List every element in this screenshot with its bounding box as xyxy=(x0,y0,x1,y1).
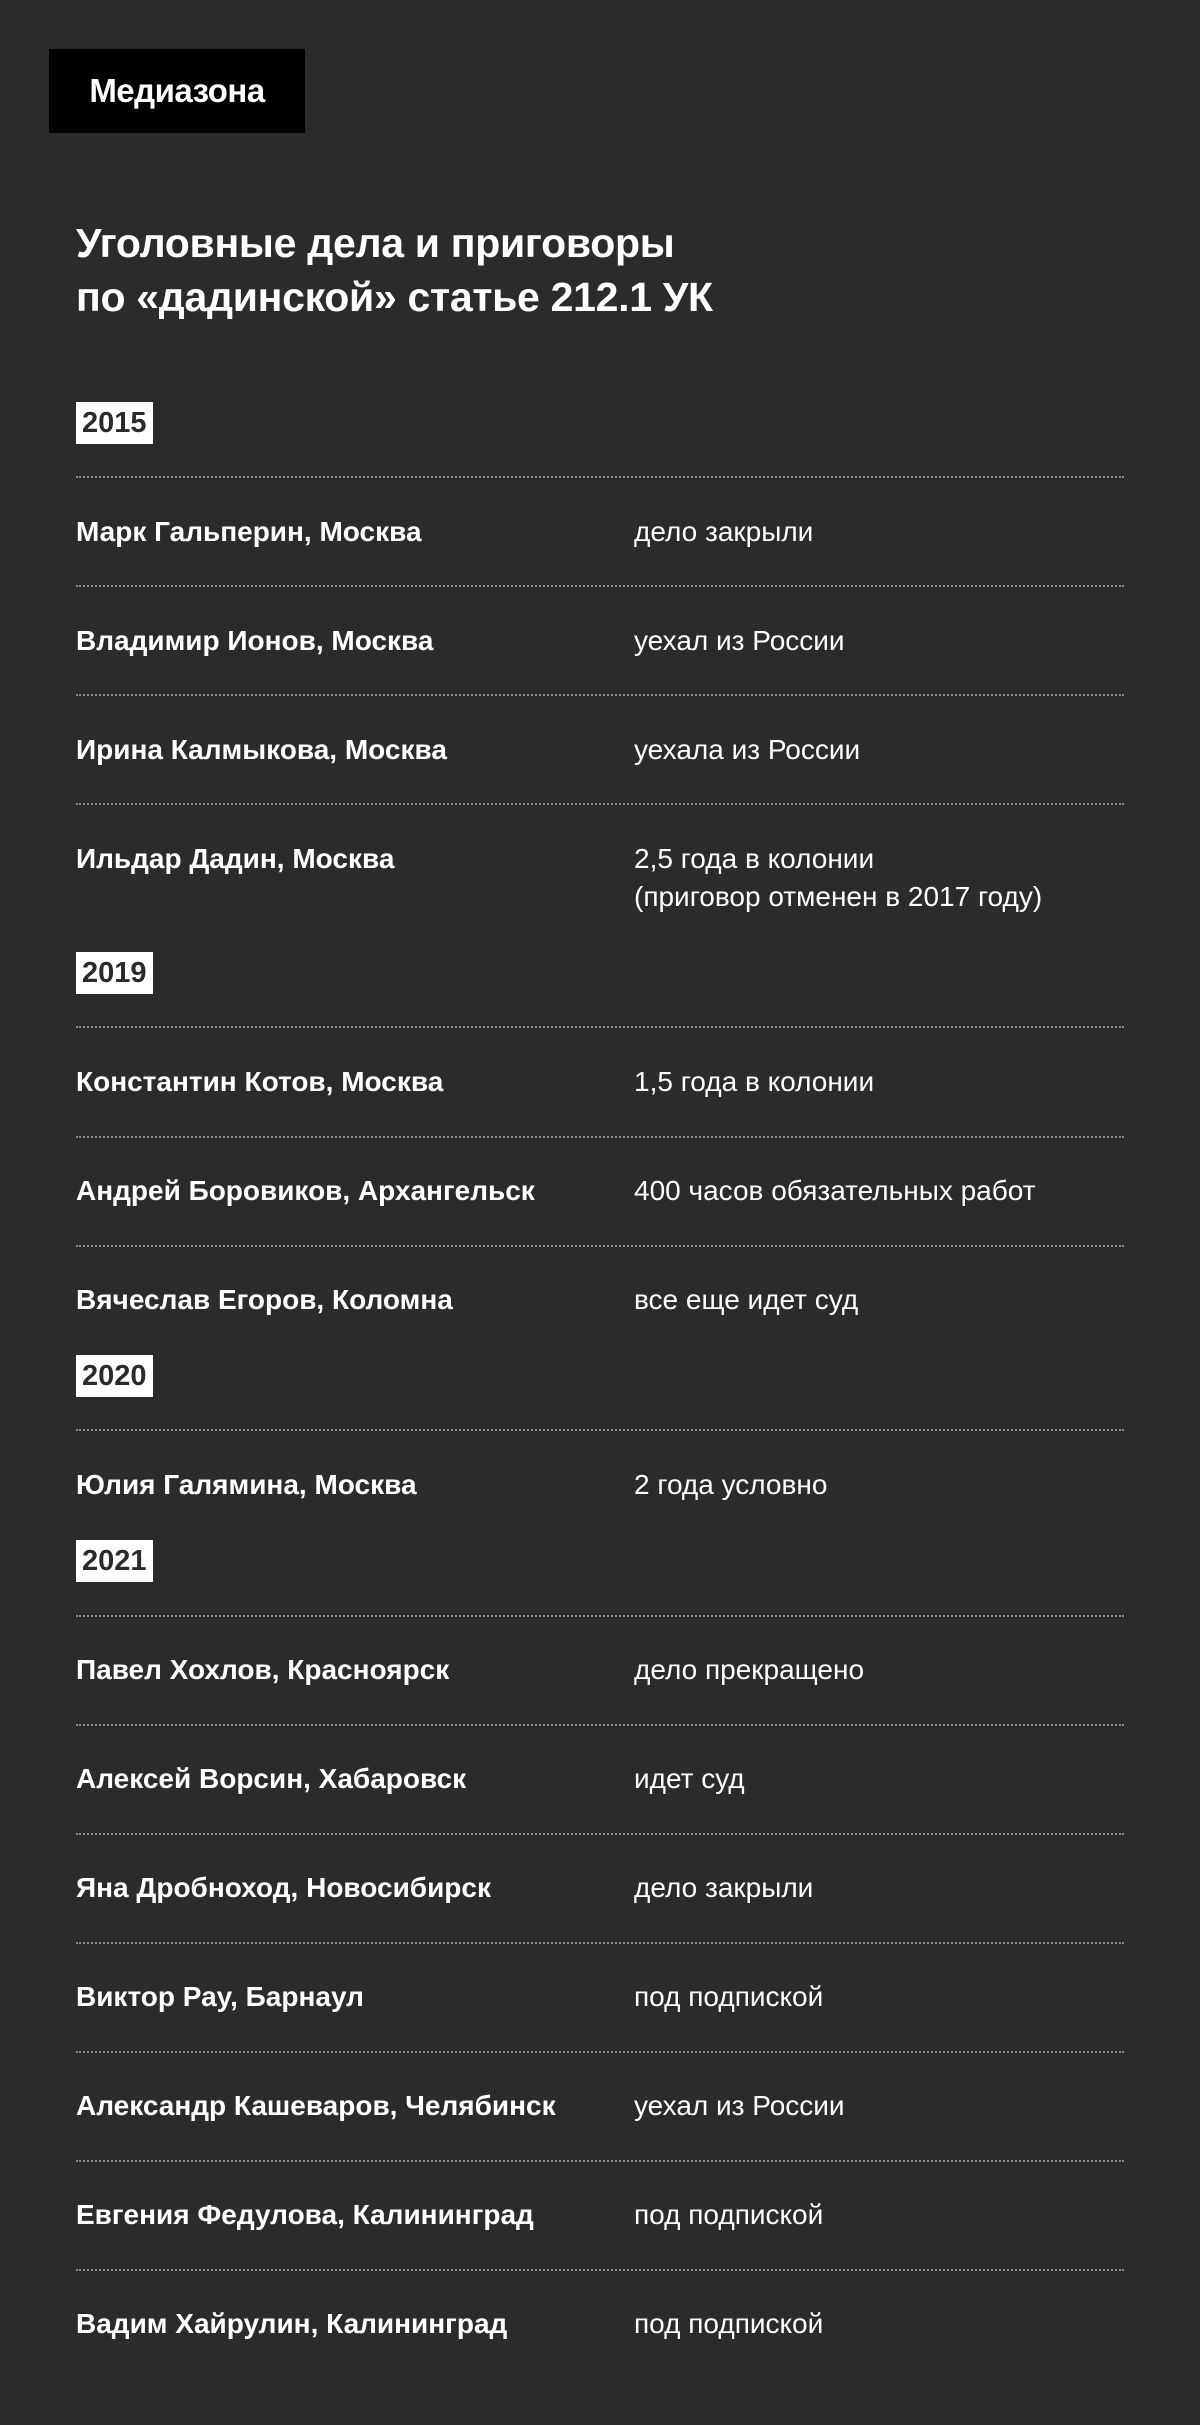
row-divider xyxy=(76,1136,1124,1138)
year-badge-2015: 2015 xyxy=(76,402,153,444)
row-status: уехал из России xyxy=(634,2090,845,2121)
row-name: Андрей Боровиков, Архангельск xyxy=(76,1175,535,1206)
row-name: Ильдар Дадин, Москва xyxy=(76,843,395,874)
row-status: 2 года условно xyxy=(634,1469,828,1500)
row-divider xyxy=(76,1724,1124,1726)
row-name: Владимир Ионов, Москва xyxy=(76,625,434,656)
year-badge-2019: 2019 xyxy=(76,952,153,994)
row-name: Яна Дробноход, Новосибирск xyxy=(76,1872,491,1903)
row-status: под подпиской xyxy=(634,2308,824,2339)
row-name: Виктор Рау, Барнаул xyxy=(76,1981,364,2012)
mediazona-logo[interactable]: Медиазона xyxy=(49,49,305,133)
row-name: Вячеслав Егоров, Коломна xyxy=(76,1284,453,1315)
row-status: под подпиской xyxy=(634,2199,824,2230)
year-badge-2020: 2020 xyxy=(76,1355,153,1397)
row-status: под подпиской xyxy=(634,1981,824,2012)
row-divider xyxy=(76,1615,1124,1617)
row-divider xyxy=(76,476,1124,478)
row-status: идет суд xyxy=(634,1763,745,1794)
row-status: 400 часов обязательных работ xyxy=(634,1175,1036,1206)
row-name: Ирина Калмыкова, Москва xyxy=(76,734,447,765)
row-status: все еще идет суд xyxy=(634,1284,859,1315)
row-name: Алексей Ворсин, Хабаровск xyxy=(76,1763,467,1794)
year-badge-2021: 2021 xyxy=(76,1540,153,1582)
row-divider xyxy=(76,1942,1124,1944)
row-divider xyxy=(76,694,1124,696)
row-divider xyxy=(76,1833,1124,1835)
row-divider xyxy=(76,1245,1124,1247)
row-name: Константин Котов, Москва xyxy=(76,1066,444,1097)
row-divider xyxy=(76,1026,1124,1028)
row-divider xyxy=(76,1429,1124,1431)
row-divider xyxy=(76,2051,1124,2053)
page-title-line-1: Уголовные дела и приговоры xyxy=(76,220,675,266)
row-divider xyxy=(76,585,1124,587)
page-title-line-2: по «дадинской» статье 212.1 УК xyxy=(76,274,713,320)
row-status: дело закрыли xyxy=(634,1872,814,1903)
row-name: Александр Кашеваров, Челябинск xyxy=(76,2090,556,2121)
row-status xyxy=(634,840,1134,916)
row-status: дело закрыли xyxy=(634,516,814,547)
row-divider xyxy=(76,2269,1124,2271)
row-name: Вадим Хайрулин, Калининград xyxy=(76,2308,508,2339)
row-status: дело прекращено xyxy=(634,1654,865,1685)
row-divider xyxy=(76,2160,1124,2162)
row-name: Павел Хохлов, Красноярск xyxy=(76,1654,450,1685)
row-name: Евгения Федулова, Калининград xyxy=(76,2199,534,2230)
row-status-main: 2,5 года в колонии xyxy=(634,843,875,874)
row-name: Юлия Галямина, Москва xyxy=(76,1469,417,1500)
row-name: Марк Гальперин, Москва xyxy=(76,516,422,547)
row-status-note: (приговор отменен в 2017 году) xyxy=(634,881,1043,912)
row-status: уехала из России xyxy=(634,734,861,765)
page-title xyxy=(76,216,1126,324)
row-status: 1,5 года в колонии xyxy=(634,1066,875,1097)
row-divider xyxy=(76,803,1124,805)
row-status: уехал из России xyxy=(634,625,845,656)
